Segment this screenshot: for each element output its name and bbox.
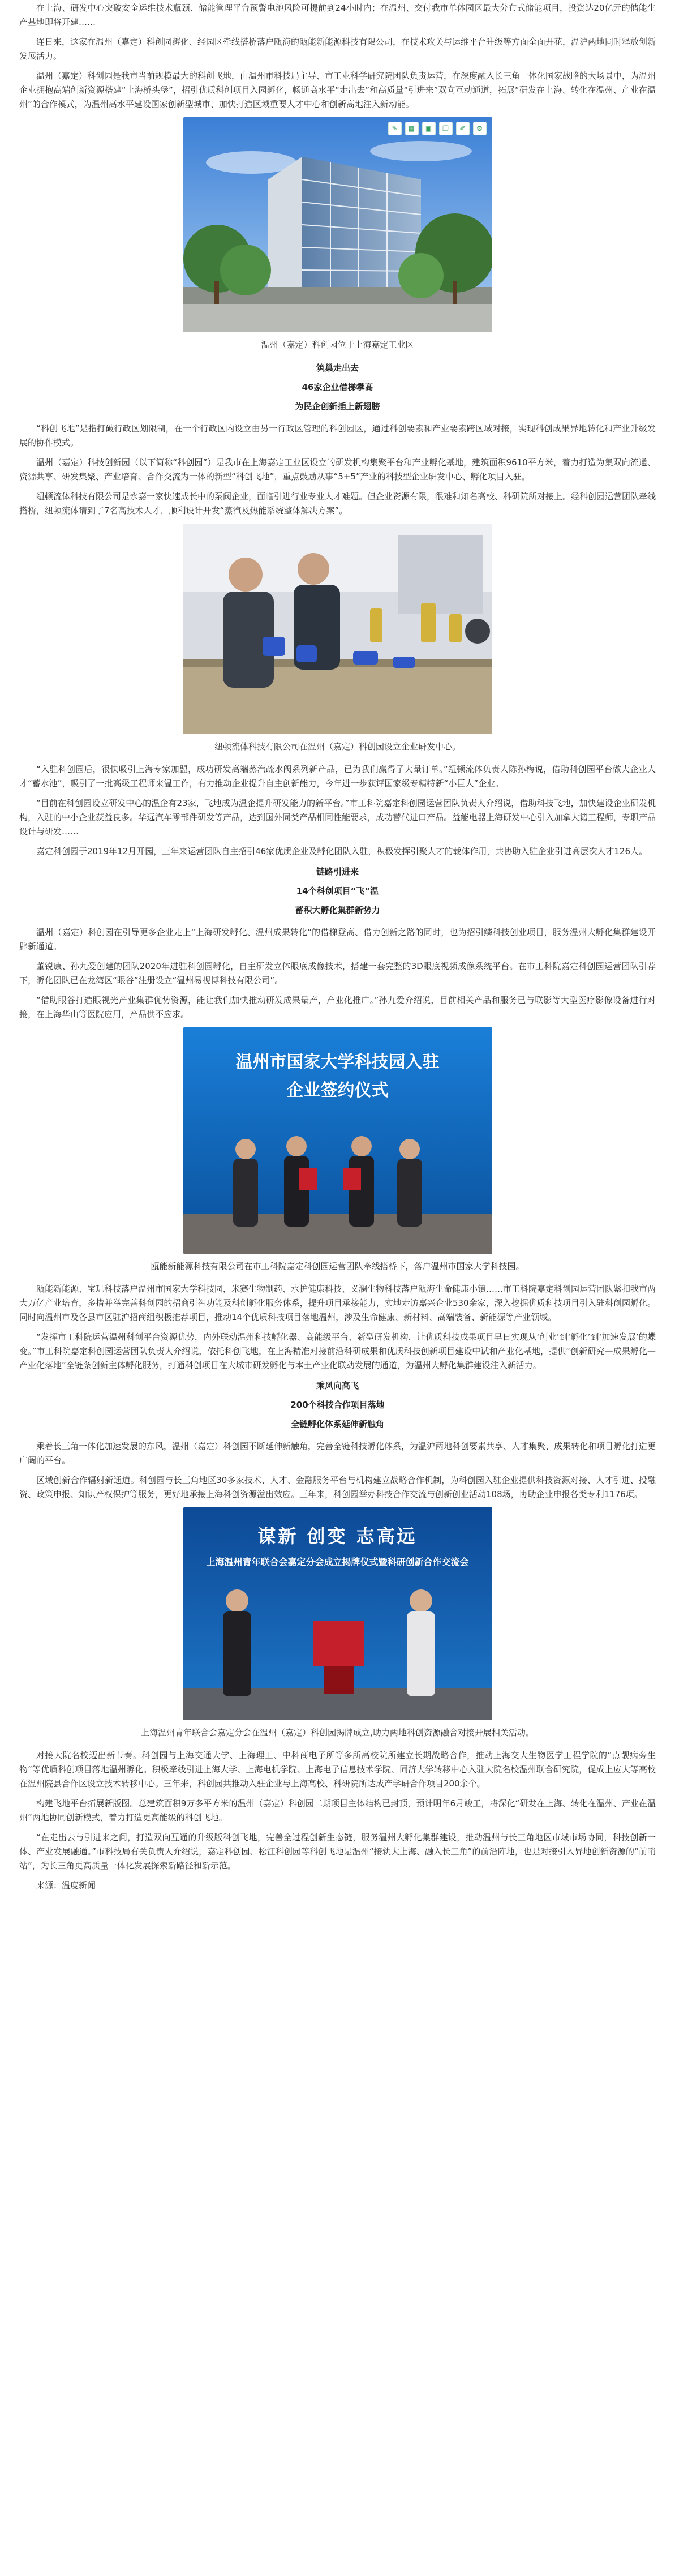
image-caption: 温州（嘉定）科创园位于上海嘉定工业区 xyxy=(261,340,414,350)
section-heading-3 xyxy=(19,1378,656,1431)
copy-icon[interactable]: ❐ xyxy=(439,122,453,135)
section-subtitle: 全链孵化体系延伸新触角 xyxy=(290,1419,384,1429)
paragraph: 在上海、研发中心突破安全运维技术瓶颈、储能管理平台预警电池风险可提前到24小时内；在温州、交付我市单体园区最大分布式储能项目，投资达20亿元的储能生产基地即将开建…… xyxy=(19,3,656,27)
section-title: 筑巢走出去 xyxy=(316,363,359,373)
lab-photo xyxy=(183,524,492,734)
paragraph: 连日来，这家在温州（嘉定）科创园孵化、经园区牵线搭桥落户瓯海的瓯能新能源科技有限公司，在技术攻关与运维平台升级等方面全面开花，温沪两地同时释放创新发展活力。 xyxy=(19,37,656,61)
paragraph: 构建飞地平台拓展新版图。总建筑面积9万多平方米的温州（嘉定）科创园二期项目主体结构已封顶，预计明年6月竣工，将深化“研发在上海、转化在温州、产业在温州”两地协同创新模式，着力打造更高能级的科创飞地。 xyxy=(19,1798,656,1823)
edit-icon[interactable]: ✐ xyxy=(456,122,470,135)
section-title: 链路引进来 xyxy=(316,867,359,877)
paragraph: 董锐康、孙九爱创建的团队2020年进驻科创园孵化，自主研发立体眼底成像技术，搭建一套完整的3D眼底视频成像系统平台。在市工科院嘉定科创园运营团队引荐下，孵化团队已在龙湾区“眼谷”注册设立“温州易视博科技有限公司”。 xyxy=(19,961,656,985)
paragraph: 温州（嘉定）科技创新园（以下简称“科创园”）是我市在上海嘉定工业区设立的研发机构集聚平台和产业孵化基地，建筑面积9610平方米，着力打造为集双向流通、资源共享、研发集聚、产业培育、合作交流为一体的新型“科创飞地”，重点鼓励从事“5+5”产业的科技型企业研发中心、孵化项目入驻。 xyxy=(19,457,656,482)
paragraph: 瓯能新能源、宝玑科技落户温州市国家大学科技园，米赛生物制药、水护健康科技、义澜生物科技落户瓯海生命健康小镇……市工科院嘉定科创园运营团队紧扣我市两大万亿产业培育，多措并举完善科创园的招商引智功能及科创孵化服务体系，提升项目承接能力，实地走访嘉兴企业530余家，深入挖掘优质科技项目引入驻科创园孵化。同时向温州市及各县市区驻沪招商组积极推荐项目，推动14个优质科技项目落地温州，涉及生命健康、新材料、高端装备、新能源等产业领域。 xyxy=(19,1284,656,1322)
paragraph: “科创飞地”是指打破行政区划限制，在一个行政区内设立由另一行政区管理的科创园区，通过科创要素和产业要素跨区域对接，实现科创成果异地转化和产业升级发展的协作模式。 xyxy=(19,423,656,448)
settings-icon[interactable]: ⚙ xyxy=(473,122,487,135)
paragraph: 温州（嘉定）科创园在引导更多企业走上“上海研发孵化、温州成果转化”的借梯登高、借力创新之路的同时，也为招引鳞科技创业项目，服务温州大孵化集群建设开辟新通道。 xyxy=(19,927,656,951)
paragraph: “发挥市工科院运营温州科创平台资源优势，内外联动温州科技孵化器、高能级平台、新型研发机构，让优质科技成果项目早日实现从‘创业’到‘孵化’到‘加速发展’的蝶变。”市工科院嘉定科创园运营团队负责人介绍说，依托科创飞地，在上海精准对接前沿科研成果和优质科技创新项目建设中试和产业化基地，提供“创新研究—成果孵化—产业化落地”全链条创新主体孵化服务，打通科创项目在大城市研发孵化与本土产业化联动发展的通道，为温州大孵化集群建设注入新活力。 xyxy=(19,1332,656,1370)
paragraph: 乘着长三角一体化加速发展的东风，温州（嘉定）科创园不断延伸新触角，完善全链科技孵化体系，为温沪两地科创要素共享、人才集聚、成果转化和项目孵化打造更广阔的平台。 xyxy=(19,1441,656,1465)
banner-title-line1: 谋新 创变 志高远 xyxy=(257,1525,418,1547)
image-toolbar xyxy=(388,122,487,135)
section-subtitle: 14个科创项目“飞”温 xyxy=(296,886,379,896)
paragraph: “入驻科创园后，很快吸引上海专家加盟，成功研发高端蒸汽疏水阀系列新产品，已为我们赢得了大量订单。”纽顿流体负责人陈孙梅说，借助科创园平台做大企业人才“蓄水池”，吸引了一批高级工程师来温工作，有力推动企业提升自主创新能力，今年进一步获评国家级专精特新“小巨人”企业。 xyxy=(19,764,656,788)
section-subtitle: 为民企创新插上新翅膀 xyxy=(295,401,380,412)
article-source: 来源：温度新闻 xyxy=(36,1880,96,1891)
banner-title-line2: 上海温州青年联合会嘉定分会成立揭牌仪式暨科研创新合作交流会 xyxy=(206,1557,469,1567)
paragraph: “借助眼谷打造眼视光产业集群优势资源，能让我们加快推动研发成果量产，产业化推广。”孙九爱介绍说，目前相关产品和服务已与联影等大型医疗影像设备进行对接，在上海华山等医院应用，产品供不应求。 xyxy=(19,995,656,1019)
paragraph: 纽顿流体科技有限公司是永嘉一家快速成长中的泵阀企业，面临引进行业专业人才难题。但企业资源有限，很难和知名高校、科研院所对接上。经科创园运营团队牵线搭桥，纽顿流体请到了7名高技术人才，顺利设计开发“蒸汽及热能系统整体解决方案”。 xyxy=(19,491,656,516)
paragraph: “在走出去与引进来之间，打造双向互通的升级版科创飞地，完善全过程创新生态链，服务温州大孵化集群建设，推动温州与长三角地区市域市场协同，科技创新一体、产业发展融通。”市科技局有关负责人介绍说，嘉定科创园、松江科创园等科创飞地是温州“接轨大上海、融入长三角”的前沿阵地，也是对接引入异地创新资源的“前哨站”，为长三角更高质量一体化发展探索新路径和新示范。 xyxy=(19,1832,656,1871)
paragraph: 区域创新合作辐射新通道。科创园与长三角地区30多家技术、人才、金融服务平台与机构建立战略合作机制，为科创园入驻企业提供科技资源对接、人才引进、投融资、政策申报、知识产权保护等服务，更好地承接上海科创资源溢出效应。三年来，科创园举办科技合作交流与创新创业活动108场，协助企业申报各类专利1176项。 xyxy=(19,1475,656,1499)
section-title: 乘风向高飞 xyxy=(316,1381,359,1391)
image-caption: 瓯能新能源科技有限公司在市工科院嘉定科创园运营团队牵线搭桥下，落户温州市国家大学科技园。 xyxy=(151,1261,524,1271)
section-subtitle: 蓄积大孵化集群新势力 xyxy=(295,905,380,915)
paint-icon[interactable]: ✎ xyxy=(388,122,402,135)
banner-title-line1: 温州市国家大学科技园入驻 xyxy=(235,1052,440,1072)
article xyxy=(0,1,675,2576)
image-icon[interactable]: ▣ xyxy=(422,122,436,135)
paragraph: 对接大院名校迈出新节奏。科创园与上海交通大学、上海理工、中科商电子所等多所高校院所建立长期战略合作，推动上海交大生物医学工程学院的“点靓病旁生物”等优质科创项目落地温州孵化。积极牵线引进上海大学、上海电机学院、上海电子信息技术学院、同济大学转移中心入驻大院名校温州联合研究院，促成上应大等高校在温州院县合作区设立技术转移中心。三年来，科创园共推动入驻企业与上海高校、科研院所达成产学研合作项目200余个。 xyxy=(19,1750,656,1789)
section-subtitle: 46家企业借梯攀高 xyxy=(302,382,373,392)
image-caption: 纽顿流体科技有限公司在温州（嘉定）科创园设立企业研发中心。 xyxy=(214,741,461,752)
paragraph: “目前在科创园设立研发中心的温企有23家，飞地成为温企提升研发能力的新平台。”市工科院嘉定科创园运营团队负责人介绍说，借助科技飞地，加快建设企业研发机构，入驻的中小企业获益良多。华远汽车零部件研发等产品，达到国外同类产品相同性能要求，成功替代进口产品。益能电器上海研发中心引入加拿大籍工程师，专职产品设计与研发…… xyxy=(19,798,656,837)
section-heading-1 xyxy=(19,361,656,414)
banner-title-line2: 企业签约仪式 xyxy=(286,1081,389,1100)
paragraph: 温州（嘉定）科创园是我市当前规模最大的科创飞地，由温州市科技局主导、市工业科学研究院团队负责运营，在深度融入长三角一体化国家战略的大场景中，为温州企业拥抱高端创新资源搭建“上海桥头堡”，招引优质科创项目入园孵化，畅通高水平“走出去”和高质量“引进来”双向互动通道，拓展“研发在上海、转化在温州、产业在温州”的合作模式，为温州高水平建设国家创新型城市、加快打造区域重要人才中心和创新高地注入新动能。 xyxy=(19,71,656,109)
article-image-building xyxy=(183,117,492,332)
section-subtitle: 200个科技合作项目落地 xyxy=(290,1400,385,1410)
article-image-lab xyxy=(183,524,492,734)
article-image-unveiling xyxy=(183,1507,492,1720)
image-caption: 上海温州青年联合会嘉定分会在温州（嘉定）科创园揭牌成立,助力两地科创资源融合对接开展相关活动。 xyxy=(141,1728,534,1738)
grid-icon[interactable]: ▦ xyxy=(405,122,419,135)
section-heading-2 xyxy=(19,864,656,918)
article-image-signing xyxy=(183,1027,492,1254)
building-photo xyxy=(183,117,492,332)
paragraph: 嘉定科创园于2019年12月开园，三年来运营团队自主招引46家优质企业及孵化团队入驻，积极发挥引聚人才的载体作用，共协助入驻企业引进高层次人才126人。 xyxy=(36,846,647,856)
